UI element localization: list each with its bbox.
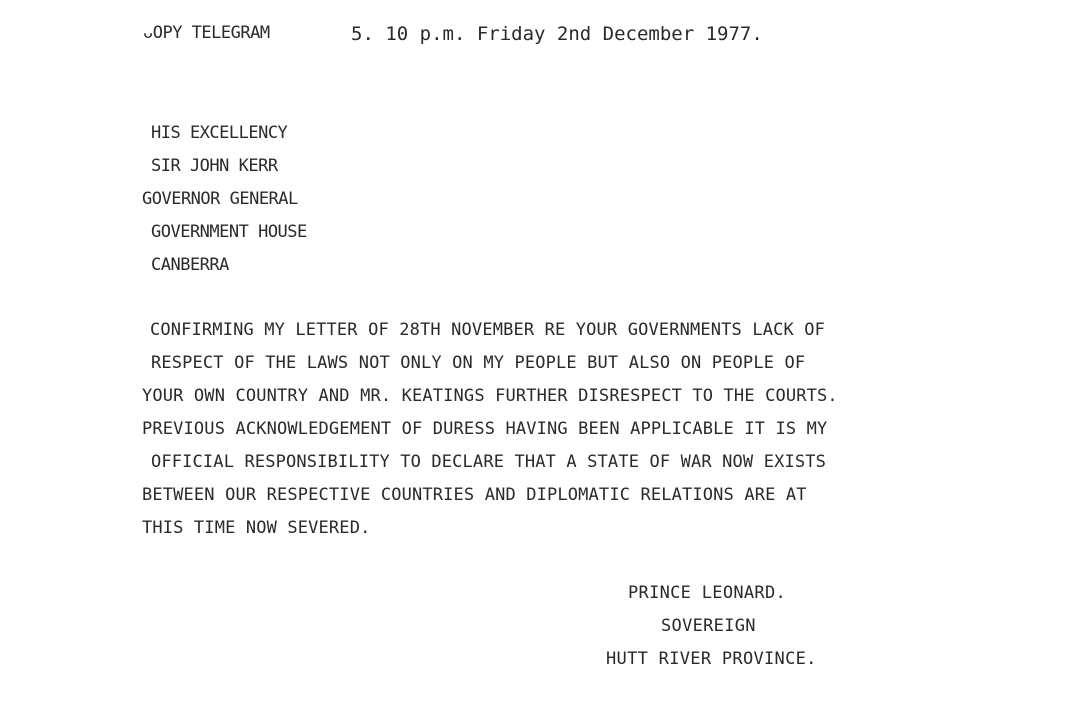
body-line: THIS TIME NOW SEVERED. bbox=[142, 518, 371, 538]
address-line: GOVERNOR GENERAL bbox=[142, 189, 298, 209]
body-line: OFFICIAL RESPONSIBILITY TO DECLARE THAT A STATE OF WAR NOW EXISTS bbox=[151, 452, 827, 472]
address-line: CANBERRA bbox=[151, 255, 229, 275]
telegram-label: ᴗOPY TELEGRAM bbox=[143, 23, 270, 43]
address-line: SIR JOHN KERR bbox=[151, 156, 278, 176]
signature-province: HUTT RIVER PROVINCE. bbox=[606, 649, 817, 669]
signature-title: SOVEREIGN bbox=[661, 616, 756, 636]
body-line: CONFIRMING MY LETTER OF 28TH NOVEMBER RE YOUR GOVERNMENTS LACK OF bbox=[150, 320, 826, 340]
address-line: HIS EXCELLENCY bbox=[151, 123, 288, 143]
body-line: RESPECT OF THE LAWS NOT ONLY ON MY PEOPLE BUT ALSO ON PEOPLE OF bbox=[151, 353, 806, 373]
signature-name: PRINCE LEONARD. bbox=[628, 583, 787, 603]
body-line: BETWEEN OUR RESPECTIVE COUNTRIES AND DIPLOMATIC RELATIONS ARE AT bbox=[142, 485, 807, 505]
body-line: YOUR OWN COUNTRY AND MR. KEATINGS FURTHER DISRESPECT TO THE COURTS. bbox=[142, 386, 838, 406]
address-line: GOVERNMENT HOUSE bbox=[151, 222, 307, 242]
telegram-datetime: 5. 10 p.m. Friday 2nd December 1977. bbox=[351, 23, 763, 45]
body-line: PREVIOUS ACKNOWLEDGEMENT OF DURESS HAVING BEEN APPLICABLE IT IS MY bbox=[142, 419, 828, 439]
